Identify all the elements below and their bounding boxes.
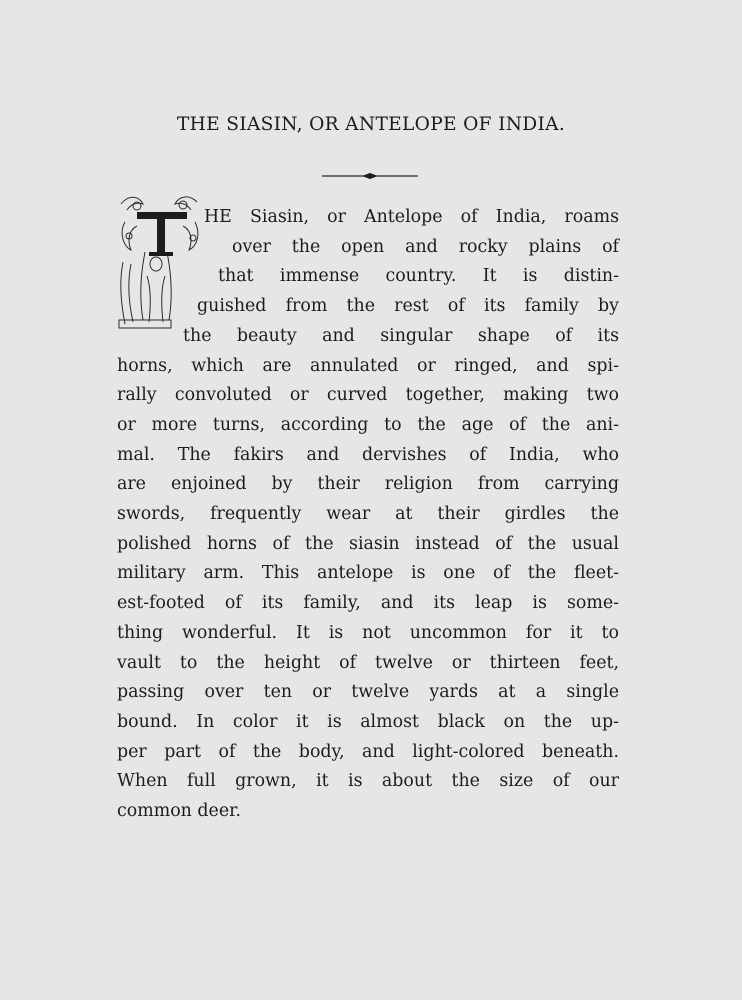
text-line: polished horns of the siasin instead of the usual [117,533,619,554]
text-line: the beauty and singular shape of its [183,325,619,346]
text-line: passing over ten or twelve yards at a single [117,682,619,703]
text-line: bound. In color it is almost black on the up- [117,711,619,732]
text-line: per part of the body, and light-colored beneath. [117,741,619,762]
ornamental-rule [322,170,418,182]
text-line: When full grown, it is about the size of our [117,771,619,792]
text-line: that immense country. It is distin- [218,266,619,287]
text-line: common deer. [117,801,242,822]
chapter-title: THE SIASIN, OR ANTELOPE OF INDIA. [176,114,566,135]
text-line: guished from the rest of its family by [197,296,619,317]
text-line: HE Siasin, or Antelope of India, roams [204,207,619,227]
text-line: are enjoined by their religion from carrying [117,474,619,495]
text-line: swords, frequently wear at their girdles the [117,504,619,525]
text-line: vault to the height of twelve or thirteen feet, [117,652,619,673]
body-text [117,203,619,827]
text-line: or more turns, according to the age of the ani- [117,414,619,435]
text-line: over the open and rocky plains of [232,236,619,257]
text-line: horns, which are annulated or ringed, and spi- [117,355,619,376]
text-line: rally convoluted or curved together, making two [117,385,619,406]
text-line: thing wonderful. It is not uncommon for it to [117,622,619,643]
text-line: military arm. This antelope is one of the fleet- [117,563,619,584]
text-line: est-footed of its family, and its leap is some- [117,593,619,614]
text-line: mal. The fakirs and dervishes of India, who [117,444,619,465]
